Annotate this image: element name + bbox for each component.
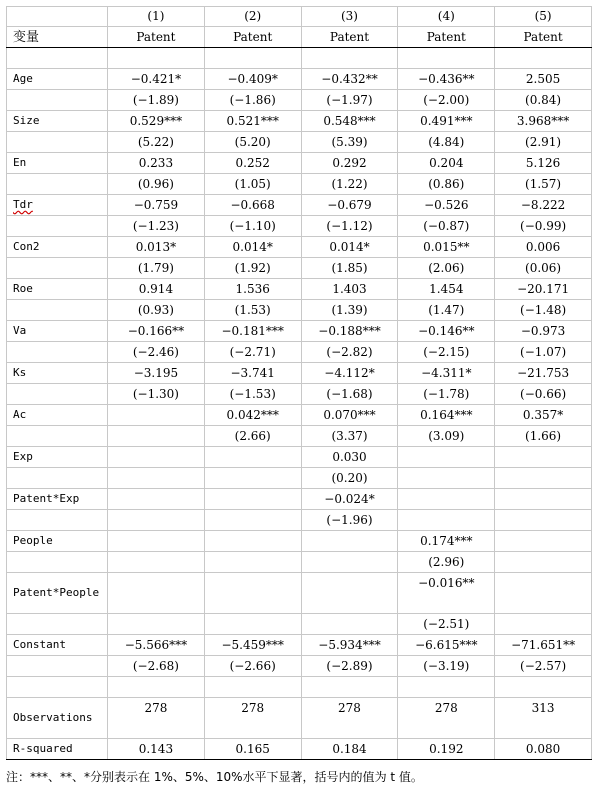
tstat-row	[7, 300, 592, 321]
coef-cell	[204, 489, 301, 510]
tstat-row	[7, 510, 592, 531]
variable-name: Ks	[7, 363, 108, 384]
variable-name: Va	[7, 321, 108, 342]
tstat-cell	[204, 552, 301, 573]
tstat-cell: (−2.66)	[204, 656, 301, 677]
tstat-cell: (−2.51)	[398, 614, 495, 635]
coef-cell: 0.006	[495, 237, 592, 258]
coef-cell: 1.454	[398, 279, 495, 300]
dep-var: Patent	[204, 27, 301, 48]
coef-cell: 0.204	[398, 153, 495, 174]
tstat-cell: (3.37)	[301, 426, 398, 447]
stat-value: 0.080	[495, 739, 592, 760]
coef-cell: −5.934***	[301, 635, 398, 656]
coef-cell	[495, 573, 592, 614]
tstat-cell	[495, 510, 592, 531]
spacer-cell	[495, 677, 592, 698]
coef-cell: −5.459***	[204, 635, 301, 656]
coef-cell: −0.436**	[398, 69, 495, 90]
tstat-label-empty	[7, 614, 108, 635]
coef-cell: −0.526	[398, 195, 495, 216]
stat-value: 278	[301, 698, 398, 739]
tstat-label-empty	[7, 258, 108, 279]
tstat-cell: (−1.53)	[204, 384, 301, 405]
tstat-cell	[108, 468, 205, 489]
stat-value: 278	[108, 698, 205, 739]
variable-label: 变量	[7, 27, 108, 48]
tstat-cell	[495, 614, 592, 635]
tstat-cell: (1.85)	[301, 258, 398, 279]
coef-cell: −0.181***	[204, 321, 301, 342]
variable-name: Age	[7, 69, 108, 90]
coef-cell: −0.973	[495, 321, 592, 342]
tstat-cell: (2.91)	[495, 132, 592, 153]
tstat-cell: (−1.10)	[204, 216, 301, 237]
coef-cell: 0.015**	[398, 237, 495, 258]
variable-name: People	[7, 531, 108, 552]
tstat-cell: (−0.99)	[495, 216, 592, 237]
coef-cell: 0.174***	[398, 531, 495, 552]
coef-cell: 0.013*	[108, 237, 205, 258]
variable-name: En	[7, 153, 108, 174]
header-row-dep-vars	[7, 27, 592, 48]
regression-table-body	[7, 7, 592, 760]
tstat-cell: (−1.78)	[398, 384, 495, 405]
tstat-cell: (−1.48)	[495, 300, 592, 321]
tstat-cell: (−0.66)	[495, 384, 592, 405]
stat-value: 278	[398, 698, 495, 739]
tstat-row	[7, 216, 592, 237]
tstat-cell: (1.39)	[301, 300, 398, 321]
spacer-cell	[204, 677, 301, 698]
header-corner	[7, 7, 108, 27]
tstat-row	[7, 426, 592, 447]
tstat-cell: (−1.89)	[108, 90, 205, 111]
tstat-row	[7, 656, 592, 677]
coef-cell	[108, 405, 205, 426]
coef-cell: 0.070***	[301, 405, 398, 426]
coef-row	[7, 153, 592, 174]
coef-cell	[495, 447, 592, 468]
coef-cell: −0.188***	[301, 321, 398, 342]
tstat-cell	[108, 426, 205, 447]
dep-var: Patent	[495, 27, 592, 48]
coef-cell: −3.195	[108, 363, 205, 384]
coef-cell: 1.403	[301, 279, 398, 300]
tstat-cell: (2.96)	[398, 552, 495, 573]
coef-cell	[301, 531, 398, 552]
tstat-cell	[108, 510, 205, 531]
tstat-cell	[108, 552, 205, 573]
tstat-cell: (0.86)	[398, 174, 495, 195]
coef-cell: −21.753	[495, 363, 592, 384]
tstat-cell: (1.57)	[495, 174, 592, 195]
tstat-cell	[398, 510, 495, 531]
coef-row	[7, 573, 592, 614]
coef-cell: 0.014*	[301, 237, 398, 258]
tstat-cell	[495, 552, 592, 573]
tstat-row	[7, 174, 592, 195]
coef-row	[7, 489, 592, 510]
tstat-label-empty	[7, 132, 108, 153]
variable-name: Constant	[7, 635, 108, 656]
tstat-cell: (−1.97)	[301, 90, 398, 111]
coef-cell	[108, 489, 205, 510]
dep-var: Patent	[301, 27, 398, 48]
tstat-cell: (−2.15)	[398, 342, 495, 363]
tstat-cell	[204, 510, 301, 531]
coef-cell: −0.146**	[398, 321, 495, 342]
variable-name: Tdr	[7, 195, 108, 216]
spacer-cell	[108, 677, 205, 698]
coef-row	[7, 195, 592, 216]
variable-name: Ac	[7, 405, 108, 426]
col-number: (1)	[108, 7, 205, 27]
tstat-cell: (2.66)	[204, 426, 301, 447]
spacer-cell	[301, 677, 398, 698]
tstat-cell: (−2.00)	[398, 90, 495, 111]
tstat-cell	[108, 614, 205, 635]
coef-cell: 0.030	[301, 447, 398, 468]
tstat-cell: (−0.87)	[398, 216, 495, 237]
coef-cell: 0.233	[108, 153, 205, 174]
tstat-label-empty	[7, 216, 108, 237]
regression-table	[6, 6, 592, 760]
tstat-label-empty	[7, 342, 108, 363]
coef-cell: −4.311*	[398, 363, 495, 384]
variable-name: Size	[7, 111, 108, 132]
coef-cell: 2.505	[495, 69, 592, 90]
tstat-row	[7, 90, 592, 111]
coef-cell: 3.968***	[495, 111, 592, 132]
coef-cell: −0.432**	[301, 69, 398, 90]
tstat-cell	[204, 468, 301, 489]
variable-name: Patent*People	[7, 573, 108, 614]
coef-cell	[495, 489, 592, 510]
spacer-row	[7, 48, 592, 69]
stat-value: 0.143	[108, 739, 205, 760]
coef-row	[7, 405, 592, 426]
tstat-label-empty	[7, 300, 108, 321]
tstat-cell: (−1.96)	[301, 510, 398, 531]
coef-row	[7, 321, 592, 342]
tstat-cell: (3.09)	[398, 426, 495, 447]
coef-row	[7, 237, 592, 258]
tstat-cell: (−1.07)	[495, 342, 592, 363]
tstat-cell: (−2.89)	[301, 656, 398, 677]
stat-row	[7, 739, 592, 760]
col-number: (3)	[301, 7, 398, 27]
stat-row	[7, 698, 592, 739]
coef-row	[7, 111, 592, 132]
coef-row	[7, 447, 592, 468]
variable-name: Patent*Exp	[7, 489, 108, 510]
tstat-label-empty	[7, 510, 108, 531]
tstat-row	[7, 384, 592, 405]
tstat-cell: (4.84)	[398, 132, 495, 153]
tstat-cell: (1.92)	[204, 258, 301, 279]
coef-cell	[204, 573, 301, 614]
variable-name: Exp	[7, 447, 108, 468]
tstat-cell: (−2.82)	[301, 342, 398, 363]
tstat-cell: (−2.46)	[108, 342, 205, 363]
tstat-cell: (0.93)	[108, 300, 205, 321]
dep-var: Patent	[108, 27, 205, 48]
coef-cell: −0.016**	[398, 573, 495, 614]
coef-cell: 0.914	[108, 279, 205, 300]
coef-cell: −0.759	[108, 195, 205, 216]
tstat-cell: (0.96)	[108, 174, 205, 195]
tstat-cell: (−1.12)	[301, 216, 398, 237]
coef-cell: −8.222	[495, 195, 592, 216]
tstat-cell: (−1.86)	[204, 90, 301, 111]
coef-cell: 0.521***	[204, 111, 301, 132]
tstat-cell: (1.05)	[204, 174, 301, 195]
spacer-cell	[7, 677, 108, 698]
tstat-label-empty	[7, 384, 108, 405]
coef-cell: −4.112*	[301, 363, 398, 384]
coef-row	[7, 363, 592, 384]
coef-cell: −0.166**	[108, 321, 205, 342]
variable-name: Roe	[7, 279, 108, 300]
tstat-cell: (1.22)	[301, 174, 398, 195]
tstat-cell: (0.20)	[301, 468, 398, 489]
coef-cell: 0.491***	[398, 111, 495, 132]
tstat-cell: (2.06)	[398, 258, 495, 279]
tstat-cell	[398, 468, 495, 489]
tstat-cell: (5.22)	[108, 132, 205, 153]
tstat-row	[7, 342, 592, 363]
tstat-cell: (1.53)	[204, 300, 301, 321]
coef-cell: 0.014*	[204, 237, 301, 258]
coef-cell: −0.421*	[108, 69, 205, 90]
coef-cell	[204, 531, 301, 552]
tstat-label-empty	[7, 468, 108, 489]
coef-cell	[204, 447, 301, 468]
coef-cell: −3.741	[204, 363, 301, 384]
tstat-cell	[495, 468, 592, 489]
coef-cell	[398, 489, 495, 510]
coef-cell: −20.171	[495, 279, 592, 300]
tstat-row	[7, 614, 592, 635]
coef-row	[7, 279, 592, 300]
col-number: (4)	[398, 7, 495, 27]
coef-cell	[301, 573, 398, 614]
coef-cell	[108, 531, 205, 552]
stat-value: 278	[204, 698, 301, 739]
tstat-cell	[204, 614, 301, 635]
coef-cell	[398, 447, 495, 468]
dep-var: Patent	[398, 27, 495, 48]
table-note: 注：***、**、*分别表示在 1%、5%、10%水平下显著，括号内的值为 t 值。	[6, 770, 423, 784]
tstat-row	[7, 552, 592, 573]
tstat-cell: (5.39)	[301, 132, 398, 153]
coef-cell: 0.357*	[495, 405, 592, 426]
tstat-cell: (1.47)	[398, 300, 495, 321]
coef-cell: 0.164***	[398, 405, 495, 426]
tstat-cell: (1.79)	[108, 258, 205, 279]
tstat-cell: (−2.57)	[495, 656, 592, 677]
coef-row	[7, 635, 592, 656]
tstat-cell: (−2.71)	[204, 342, 301, 363]
tstat-row	[7, 132, 592, 153]
coef-cell: −5.566***	[108, 635, 205, 656]
tstat-label-empty	[7, 426, 108, 447]
stat-name: R-squared	[7, 739, 108, 760]
col-number: (5)	[495, 7, 592, 27]
tstat-cell	[301, 552, 398, 573]
stat-value: 0.184	[301, 739, 398, 760]
stat-value: 313	[495, 698, 592, 739]
tstat-row	[7, 468, 592, 489]
coef-cell: −0.668	[204, 195, 301, 216]
stat-value: 0.192	[398, 739, 495, 760]
coef-cell	[495, 531, 592, 552]
tstat-cell: (−1.30)	[108, 384, 205, 405]
tstat-label-empty	[7, 552, 108, 573]
tstat-label-empty	[7, 656, 108, 677]
coef-cell: 0.292	[301, 153, 398, 174]
tstat-cell: (1.66)	[495, 426, 592, 447]
tstat-cell: (−1.23)	[108, 216, 205, 237]
coef-cell	[108, 447, 205, 468]
coef-row	[7, 69, 592, 90]
variable-name: Con2	[7, 237, 108, 258]
coef-cell: 5.126	[495, 153, 592, 174]
tstat-cell: (0.06)	[495, 258, 592, 279]
coef-cell: −71.651**	[495, 635, 592, 656]
header-row-col-numbers	[7, 7, 592, 27]
coef-cell: −0.024*	[301, 489, 398, 510]
coef-cell: 0.529***	[108, 111, 205, 132]
tstat-cell: (−1.68)	[301, 384, 398, 405]
stat-value: 0.165	[204, 739, 301, 760]
tstat-cell	[301, 614, 398, 635]
coef-cell: 0.252	[204, 153, 301, 174]
coef-row	[7, 531, 592, 552]
tstat-cell: (5.20)	[204, 132, 301, 153]
coef-cell: −6.615***	[398, 635, 495, 656]
coef-cell: −0.409*	[204, 69, 301, 90]
col-number: (2)	[204, 7, 301, 27]
spacer-row	[7, 677, 592, 698]
tstat-row	[7, 258, 592, 279]
stat-name: Observations	[7, 698, 108, 739]
tstat-cell: (0.84)	[495, 90, 592, 111]
coef-cell: 0.548***	[301, 111, 398, 132]
tstat-cell: (−3.19)	[398, 656, 495, 677]
coef-cell	[108, 573, 205, 614]
tstat-label-empty	[7, 174, 108, 195]
tstat-label-empty	[7, 90, 108, 111]
tstat-cell: (−2.68)	[108, 656, 205, 677]
coef-cell: 0.042***	[204, 405, 301, 426]
coef-cell: 1.536	[204, 279, 301, 300]
spacer-cell	[398, 677, 495, 698]
coef-cell: −0.679	[301, 195, 398, 216]
